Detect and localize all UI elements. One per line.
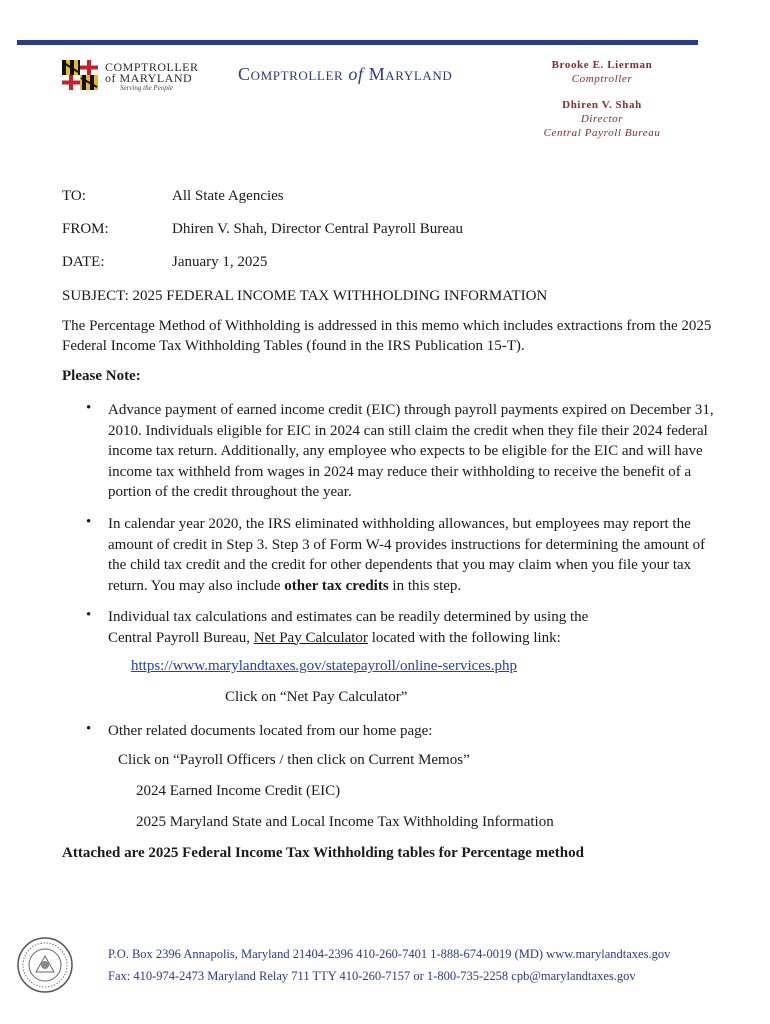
to-label: TO: [62,188,86,204]
masthead-part-2: of [348,64,364,84]
official-title-1: Comptroller [571,73,633,85]
related-doc-eic: 2024 Earned Income Credit (EIC) [136,783,341,799]
bullet-3-line-1: Individual tax calculations and estimates can be readily determined by using the [108,609,589,625]
logo-line-2: of MARYLAND [105,71,193,85]
bullet-2-last-post: in this step. [388,577,462,594]
bullet-2-line: amount of credit in Step 3. Step 3 of Form W-4 provides instructions for determining the amount of [108,536,706,553]
bullet-dot-3: • [86,607,92,623]
logo-line-1: COMPTROLLER [105,60,199,74]
bullet-2-text [108,514,720,596]
bullet-1-line: income tax return. Additionally, any employee who expects to be eligible for the EIC and will have [108,443,703,459]
bullet-3-post: located with the following link: [367,629,561,646]
maryland-flag-icon [62,60,98,90]
bullet-1-line: portion of the credit throughout the year. [108,484,352,500]
bullet-2-line: the child tax credit and the credit for other dependents that you may claim when you file your tax [108,557,692,573]
logo-tagline: Serving the People [120,84,173,92]
official-name-1: Brooke E. Lierman [551,59,653,71]
date-label: DATE: [62,254,105,270]
officials-block [532,58,672,140]
date-value: January 1, 2025 [172,254,268,270]
to-value: All State Agencies [172,188,284,204]
bullet-1-line: 2010. Individuals eligible for EIC in 2024 can still claim the credit when they file their 2024 federal [108,422,708,439]
memo-subject: SUBJECT: 2025 FEDERAL INCOME TAX WITHHOLDING INFORMATION [62,288,548,304]
bullet-dot-4: • [86,721,92,737]
online-services-link[interactable]: https://www.marylandtaxes.gov/statepayroll/online-services.php [131,658,518,674]
bullet-2-line: In calendar year 2020, the IRS eliminated withholding allowances, but employees may report the [108,516,691,532]
masthead-part-1: Comptroller [238,64,344,84]
footer-line-2: Fax: 410-974-2473 Maryland Relay 711 TTY 410-260-7157 or 1-800-735-2258 cpb@marylandtaxes.gov [108,969,636,983]
bullet-2-last-line [108,576,720,597]
bullet-2-last-pre: return. You may also include [108,577,285,594]
comptroller-logo [62,58,202,98]
bullet-3-line-2 [108,628,720,649]
footer-line-1: P.O. Box 2396 Annapolis, Maryland 21404-2396 410-260-7401 1-888-674-0019 (MD) www.marylandtaxes.gov [108,947,671,961]
net-pay-calculator-text: Net Pay Calculator [253,629,368,646]
bullet-3-pre: Central Payroll Bureau, [108,629,254,646]
related-doc-md-withholding: 2025 Maryland State and Local Income Tax Withholding Information [136,814,554,830]
bullet-4-text: Other related documents located from our home page: [108,723,433,739]
from-label: FROM: [62,221,109,237]
bullet-2-last-bold: other tax credits [284,577,389,594]
official-title-2: Director [580,113,624,125]
state-seal-icon [16,936,74,994]
official-name-2: Dhiren V. Shah [562,99,642,111]
bullet-3-text [108,607,720,648]
header-rule [17,40,698,45]
please-note-heading: Please Note: [62,368,141,384]
memo-intro [62,316,722,356]
bullet-1-text [108,400,720,503]
intro-line-2: Federal Income Tax Withholding Tables (found in the IRS Publication 15-T). [62,338,525,354]
bullet-dot-1: • [86,400,92,416]
attached-note: Attached are 2025 Federal Income Tax Withholding tables for Percentage method [62,845,584,861]
bullet-1-line: income tax withheld from wages in 2024 may reduce their withholding to receive the benefit of a [108,463,692,480]
click-payroll-officers-text: Click on “Payroll Officers / then click on Current Memos” [118,752,470,768]
intro-line-1: The Percentage Method of Withholding is addressed in this memo which includes extractions from the 2025 [62,318,712,334]
masthead-part-3: Maryland [368,64,453,84]
official-title-2b: Central Payroll Bureau [543,127,661,139]
masthead-title [238,64,452,85]
bullet-1-line: Advance payment of earned income credit (EIC) through payroll payments expired on December 31, [108,402,714,418]
bullet-dot-2: • [86,514,92,530]
click-net-pay-text: Click on “Net Pay Calculator” [225,689,408,705]
from-value: Dhiren V. Shah, Director Central Payroll Bureau [172,221,464,237]
